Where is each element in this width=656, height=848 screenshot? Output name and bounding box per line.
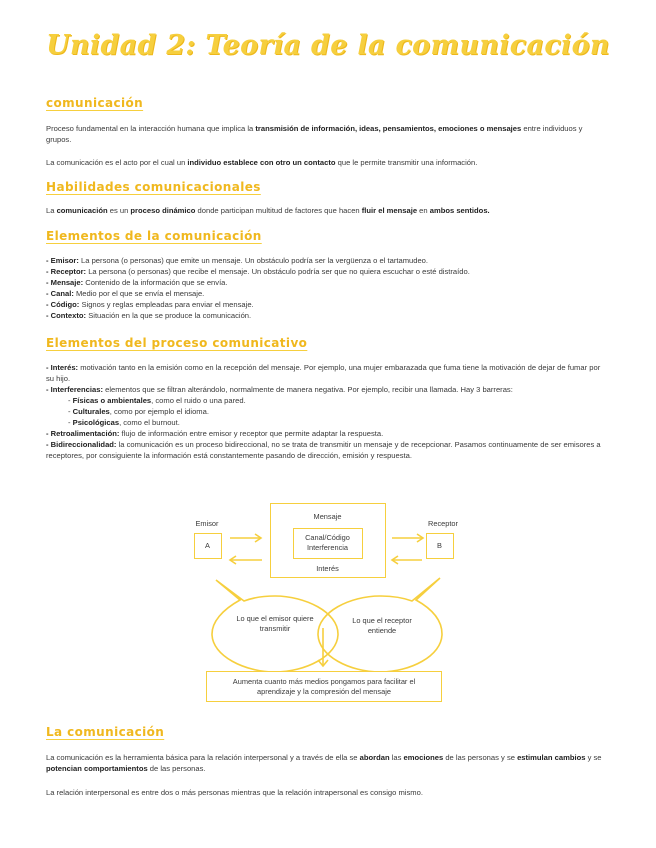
bubble-receptor-text: Lo que el receptor entiende [352, 616, 412, 635]
interes-label: Interés [316, 564, 339, 573]
list-item: - Canal: Medio por el que se envía el mensaje. [46, 289, 205, 298]
canal-label: Canal/Código [305, 533, 350, 542]
list-item: - Contexto: Situación en la que se produce la comunicación. [46, 311, 252, 320]
list-item: - Culturales, como por ejemplo el idioma. [68, 407, 209, 416]
receptor-box [426, 533, 454, 559]
list-item: - Físicas o ambientales, como el ruido o una pared. [68, 396, 246, 405]
bottom-box [206, 671, 442, 702]
mensaje-label: Mensaje [313, 512, 342, 521]
list-item: - Código: Signos y reglas empleadas para enviar el mensaje. [46, 300, 254, 309]
emisor-label: Emisor [195, 519, 219, 528]
list-item: - Bidireccionalidad: la comunicación es un proceso bidireccional, no se trata de transmitir un mensaje y de recepcionar. Pasamos continuamente de ser emisores a receptores, por consiguiente la información está constantemente pasando de dirección, emisión y respuesta. [46, 440, 601, 460]
list-item: - Retroalimentación: flujo de información entre emisor y receptor que permite adaptar la respuesta. [46, 429, 384, 438]
receptor-box-label: B [437, 541, 442, 550]
section-heading-la-comunicacion: La comunicación [46, 725, 165, 739]
bubble-emisor-text: Lo que el emisor quiere transmitir [236, 614, 314, 633]
list-item: - Interés: motivación tanto en la emisión como en la recepción del mensaje. Por ejemplo, una mujer embarazada que fuma tiene la motivación de dejar de fumar por su hijo. [46, 363, 601, 383]
page-title: Unidad 2: Teoría de la comunicación [46, 30, 610, 61]
list-item: - Psicológicas, como el burnout. [68, 418, 180, 427]
emisor-box [194, 533, 222, 559]
section-heading-comunicacion: comunicación [46, 96, 144, 110]
list-item: - Emisor: La persona (o personas) que emite un mensaje. Un obstáculo podría ser la vergüenza o el tartamudeo. [46, 256, 429, 265]
section-heading-elementos: Elementos de la comunicación [46, 229, 262, 243]
section-heading-proceso: Elementos del proceso comunicativo [46, 336, 308, 350]
canal-box [293, 528, 363, 559]
paragraph-definition: Proceso fundamental en la interacción humana que implica la transmisión de información, ideas, pensamientos, emociones o mensajes entre individuos y grupos. [46, 124, 583, 144]
paragraph-act: La comunicación es el acto por el cual un individuo establece con otro un contacto que le permite transmitir una información. [46, 158, 478, 167]
emisor-box-label: A [205, 541, 210, 550]
list-item: - Interferencias: elementos que se filtran alterándolo, normalmente de manera negativa. Por ejemplo, recibir una llamada. Hay 3 barreras: [46, 385, 513, 394]
bottom-box-text: Aumenta cuanto más medios pongamos para facilitar el aprendizaje y la compresión del mensaje [232, 677, 416, 696]
receptor-label: Receptor [428, 519, 458, 528]
section-heading-habilidades: Habilidades comunicacionales [46, 180, 261, 194]
interferencia-label: Interferencia [306, 543, 349, 552]
paragraph-herramienta: La comunicación es la herramienta básica para la relación interpersonal y a través de ella se abordan las emociones de las personas y se estimulan cambios y se potencian comportamientos de las personas. [46, 753, 602, 773]
list-item: - Receptor: La persona (o personas) que recibe el mensaje. Un obstáculo podría ser que no quiera escuchar o esté distraído. [46, 267, 470, 276]
paragraph-interpersonal: La relación interpersonal es entre dos o más personas mientras que la relación intrapersonal es consigo mismo. [46, 788, 423, 797]
paragraph-habilidades: La comunicación es un proceso dinámico donde participan multitud de factores que hacen fluir el mensaje en ambos sentidos. [46, 206, 490, 215]
mensaje-box [270, 503, 386, 578]
list-item: - Mensaje: Contenido de la información que se envía. [46, 278, 228, 287]
